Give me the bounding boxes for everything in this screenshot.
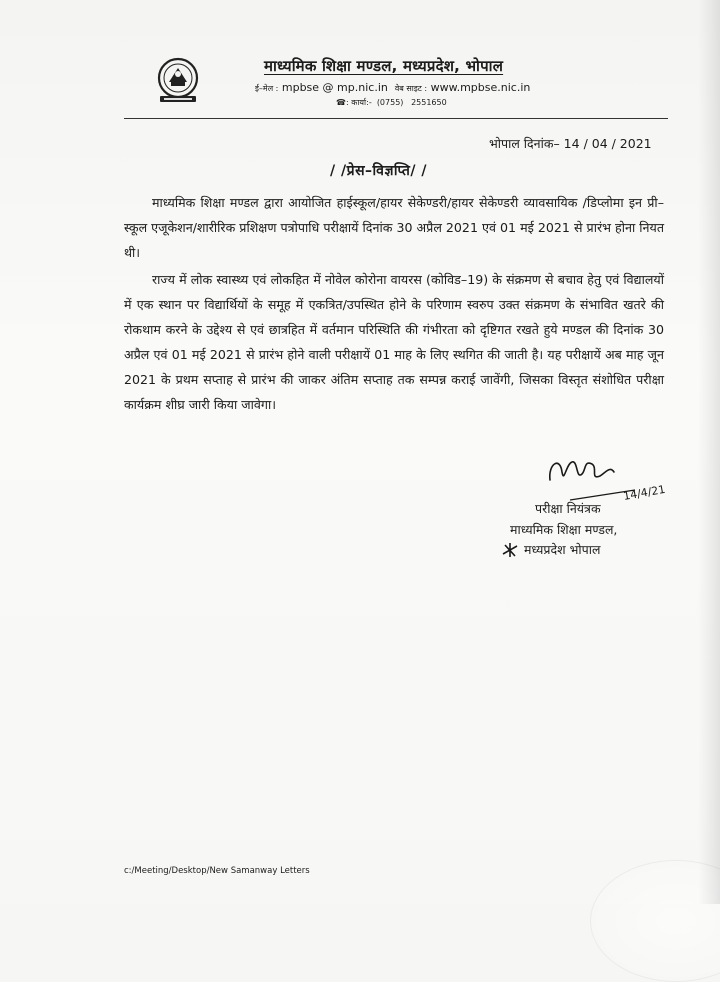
board-emblem-icon xyxy=(152,56,204,106)
paragraph-2: राज्य में लोक स्वास्थ्य एवं लोकहित में नोवेल कोरोना वायरस (कोविड–19) के संक्रमण से बचाव हेतु एवं विद्यालयों में एक स्थान पर विद्यार्थियों के समूह में एकत्रित/उपस्थित होने के परिणाम स्वरुप उक्त संक्रमण के संभावित खतरे की रोकथाम करने के उद्देश्य से एवं छात्रहित में वर्तमान परिस्थिति की गंभीरता को दृष्टिगत रखते हुये मण्डल की दिनांक 30 अप्रैल एवं 01 मई 2021 से प्रारंभ होने वाली परीक्षायें 01 माह के लिए स्थगित की जाती है। यह परीक्षायें अब माह जून 2021 के प्रथम सप्ताह से प्रारंभ की जाकर अंतिम सप्ताह तक सम्पन्न कराई जावेंगी, जिसका विस्तृत संशोधित परीक्षा कार्यक्रम शीघ्र जारी किया जावेगा। xyxy=(124,272,664,412)
website-label: वेब साइट : xyxy=(394,84,428,93)
phone-code: (0755) xyxy=(376,98,404,107)
signatory-designation: परीक्षा नियंत्रक xyxy=(535,501,601,516)
website-address: www.mpbse.nic.in xyxy=(430,81,531,94)
press-release-heading: / /प्रेस–विज्ञप्ति/ / xyxy=(330,163,427,179)
phone-number: 2551650 xyxy=(411,98,447,107)
paragraph-1: माध्यमिक शिक्षा मण्डल द्वारा आयोजित हाईस्कूल/हायर सेकेण्डरी/हायर सेकेण्डरी व्यावसायिक /डिप्लोमा इन प्री–स्कूल एजूकेशन/शारीरिक प्रशिक्षण पत्रोपाधि परीक्षायें दिनांक 30 अप्रैल 2021 एवं 01 मई 2021 से प्रारंभ होना नियत थी। xyxy=(124,195,664,260)
email-address: mpbse @ mp.nic.in xyxy=(281,81,388,94)
asterisk-mark-icon xyxy=(500,540,520,560)
contact-line xyxy=(255,81,530,94)
svg-text:14/4/21: 14/4/21 xyxy=(622,482,667,503)
signatory-organization: माध्यमिक शिक्षा मण्डल, xyxy=(510,522,618,537)
header-divider xyxy=(124,118,668,119)
date-line: भोपाल दिनांक– 14 / 04 / 2021 xyxy=(489,136,652,151)
page-edge-shadow xyxy=(698,0,720,904)
email-label: ई–मेल : xyxy=(255,84,279,93)
phone-line xyxy=(336,97,447,108)
signatory-place: मध्यप्रदेश भोपाल xyxy=(524,542,601,557)
file-path-footer: c:/Meeting/Desktop/New Samanway Letters xyxy=(124,866,310,876)
phone-label: ☎: कार्या:- xyxy=(336,98,372,107)
board-title: माध्यमिक शिक्षा मण्डल, मध्यप्रदेश, भोपाल xyxy=(264,57,504,75)
